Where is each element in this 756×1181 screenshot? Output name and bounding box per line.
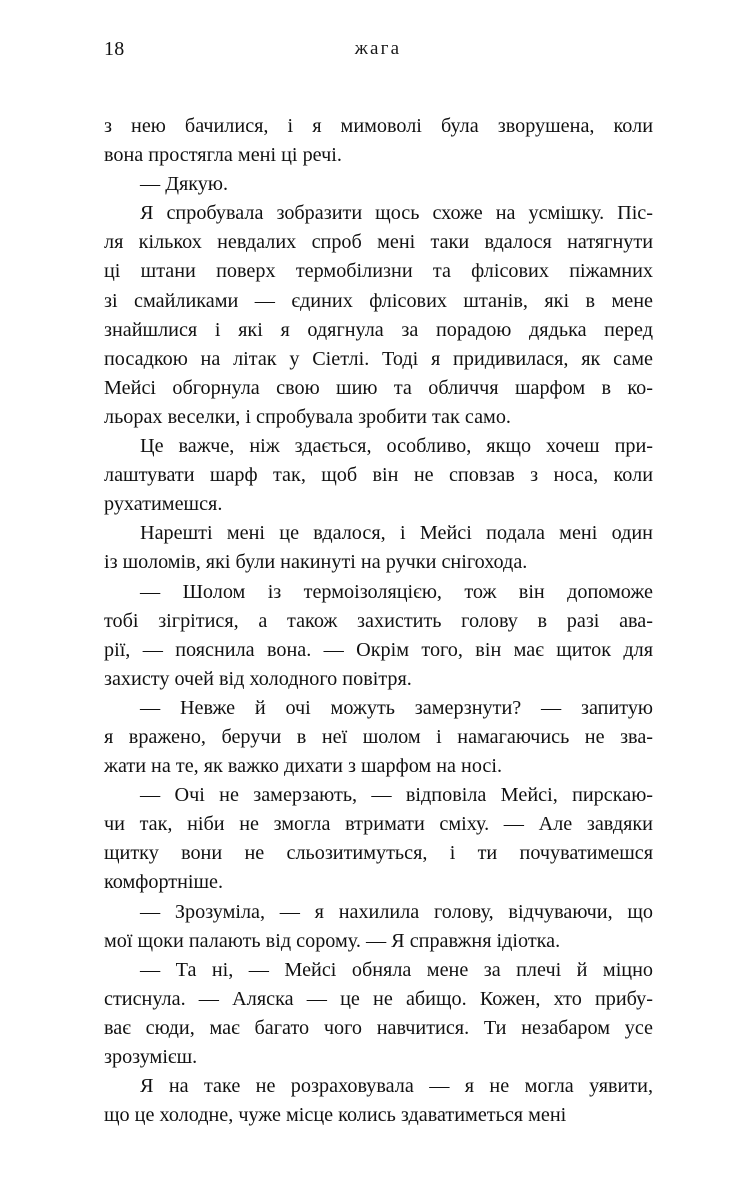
paragraph xyxy=(104,112,653,170)
text-line: щитку вони не сльозитимуться, і ти почуватимешся xyxy=(104,842,653,865)
text-line: зрозумієш. xyxy=(104,1046,198,1068)
text-line: знайшлися і які я одягнула за порадою дядька перед xyxy=(104,318,653,341)
paragraph xyxy=(104,956,653,1072)
text-line: Мейсі обгорнула свою шию та обличчя шарфом в ко- xyxy=(104,376,653,399)
text-line: вона простягла мені ці речі. xyxy=(104,144,342,167)
text-line: зі смайликами — єдиних флісових штанів, які в мене xyxy=(104,289,653,312)
text-line: — Очі не замерзають, — відповіла Мейсі, пирскаю- xyxy=(140,784,653,807)
paragraph xyxy=(104,898,653,956)
text-line: — Дякую. xyxy=(140,173,229,196)
text-line: тобі зігрітися, а також захистить голову в разі ава- xyxy=(104,609,653,632)
running-title: жага xyxy=(354,38,402,59)
text-line: — Шолом із термоізоляцією, тож він допоможе xyxy=(140,580,653,603)
text-line: — Невже й очі можуть замерзнути? — запитую xyxy=(140,696,653,719)
text-line: Я на таке не розраховувала — я не могла уявити, xyxy=(140,1075,653,1098)
text-line: комфортніше. xyxy=(104,871,224,894)
text-line: — Та ні, — Мейсі обняла мене за плечі й міцно xyxy=(140,958,653,981)
text-line: Нарешті мені це вдалося, і Мейсі подала мені один xyxy=(140,522,653,545)
text-line: — Зрозуміла, — я нахилила голову, відчуваючи, що xyxy=(140,900,653,923)
paragraph xyxy=(104,170,653,199)
paragraph xyxy=(104,519,653,577)
text-line: рії, — пояснила вона. — Окрім того, він має щиток для xyxy=(104,638,653,661)
text-line: захисту очей від холодного повітря. xyxy=(104,667,412,690)
page-number: 18 xyxy=(104,38,125,60)
paragraph xyxy=(104,1072,653,1130)
text-line: я вражено, беручи в неї шолом і намагаючись не зва- xyxy=(104,725,653,748)
paragraph xyxy=(104,694,653,781)
paragraph xyxy=(104,578,653,694)
text-line: ці штани поверх термобілизни та флісових піжамних xyxy=(104,260,653,283)
text-line: льорах веселки, і спробувала зробити так само. xyxy=(104,405,511,428)
text-line: Це важче, ніж здається, особливо, якщо хочеш при- xyxy=(140,435,653,458)
text-line: Я спробувала зобразити щось схоже на усмішку. Піс- xyxy=(140,202,653,225)
text-line: рухатимешся. xyxy=(104,493,223,516)
text-line: ває сюди, має багато чого навчитися. Ти незабаром усе xyxy=(104,1016,653,1039)
running-head xyxy=(104,36,652,62)
text-line: чи так, ніби не змогла втримати сміху. — Але завдяки xyxy=(104,813,653,836)
text-line: з нею бачилися, і я мимоволі була зворушена, коли xyxy=(104,115,653,137)
paragraph xyxy=(104,432,653,519)
text-line: мої щоки палають від сорому. — Я справжня ідіотка. xyxy=(104,929,561,952)
text-line: посадкою на літак у Сіетлі. Тоді я придивилася, як саме xyxy=(104,347,653,370)
text-line: із шоломів, які були накинуті на ручки снігохода. xyxy=(104,551,528,574)
paragraph xyxy=(104,781,653,897)
text-line: ля кількох невдалих спроб мені таки вдалося натягнути xyxy=(104,231,653,254)
text-line: що це холодне, чуже місце колись здаватиметься мені xyxy=(104,1104,567,1127)
text-line: стиснула. — Аляска — це не абищо. Кожен, хто прибу- xyxy=(104,987,653,1010)
paragraph xyxy=(104,199,653,432)
text-line: жати на те, як важко дихати з шарфом на носі. xyxy=(104,755,503,778)
text-line: лаштувати шарф так, щоб він не сповзав з носа, коли xyxy=(104,464,653,487)
body-text xyxy=(104,112,653,1130)
